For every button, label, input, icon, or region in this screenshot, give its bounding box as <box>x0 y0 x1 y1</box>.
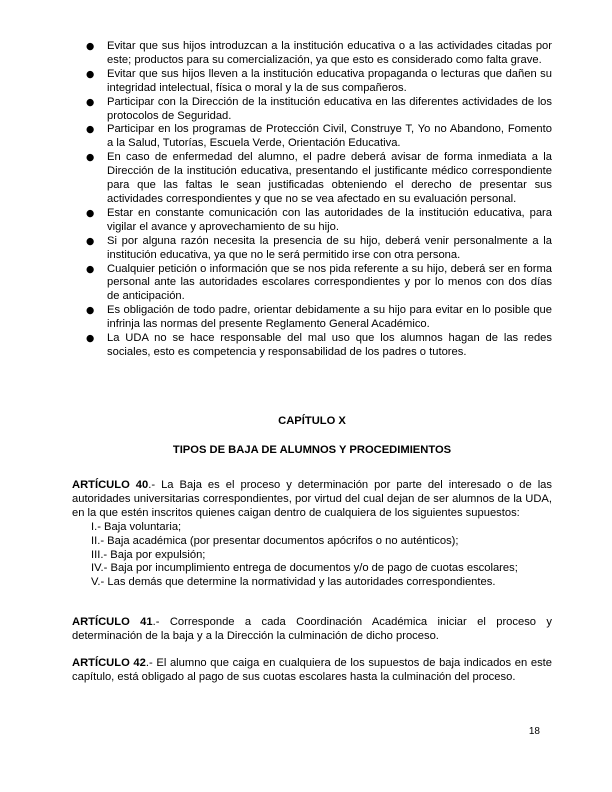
article-paragraph <box>72 479 552 521</box>
baja-types-list <box>72 521 552 591</box>
article-text: .- Corresponde a cada Coordinación Académica iniciar el proceso y determinación de la baja y a la Dirección la culminación de dicho proceso. <box>72 616 552 642</box>
list-item: ● Si por alguna razón necesita la presencia de su hijo, deberá venir personalmente a la institución educativa, ya que no le será permitido irse con otra persona. <box>72 235 552 263</box>
obligations-bullet-list <box>72 40 552 360</box>
list-item: ● En caso de enfermedad del alumno, el padre deberá avisar de forma inmediata a la Dirección de la institución educativa, presentando el justificante médico correspondiente para que las faltas le sean justificadas obteniendo el derecho de presentar sus actividades correspondientes y que no se vea afectado en su evaluación personal. <box>72 151 552 207</box>
list-item: IV.- Baja por incumplimiento entrega de documentos y/o de pago de cuotas escolares; <box>91 562 518 575</box>
list-item: III.- Baja por expulsión; <box>91 548 206 561</box>
list-item: ● Participar en los programas de Protección Civil, Construye T, Yo no Abandono, Fomento a la Salud, Tutorías, Escuela Verde, Orientación Educativa. <box>72 123 552 151</box>
list-item: ● Cualquier petición o información que se nos pida referente a su hijo, deberá ser en forma personal ante las autoridades escolares correspondientes y por lo menos con dos días de anticipación. <box>72 263 552 305</box>
list-item: ● Evitar que sus hijos lleven a la institución educativa propaganda o lecturas que dañen su integridad intelectual, física o moral y la de sus compañeros. <box>72 68 552 96</box>
list-item: ● Evitar que sus hijos introduzcan a la institución educativa o a las actividades citadas por este; productos para su comercialización, ya que esto es considerado como falta grave. <box>72 40 552 68</box>
article-41 <box>72 616 552 644</box>
article-label: ARTÍCULO 41 <box>72 616 153 628</box>
page-number: 18 <box>528 726 540 737</box>
list-item: ● La UDA no se hace responsable del mal uso que los alumnos hagan de las redes sociales, esto es competencia y responsabilidad de los padres o tutores. <box>72 332 552 360</box>
list-item: V.- Las demás que determine la normatividad y las autoridades correspondientes. <box>91 576 496 589</box>
list-item: ● Participar con la Dirección de la institución educativa en las diferentes actividades de los protocolos de Seguridad. <box>72 96 552 124</box>
chapter-title: TIPOS DE BAJA DE ALUMNOS Y PROCEDIMIENTOS <box>172 444 452 456</box>
article-label: ARTÍCULO 42 <box>72 657 146 669</box>
article-text: .- La Baja es el proceso y determinación por parte del interesado o de las autoridades universitarias correspondientes, por virtud del cual dejan de ser alumnos de la UDA, en la que estén inscritos quienes caigan dentro de cualquiera de los siguientes supuestos: <box>72 479 552 519</box>
list-item: I.- Baja voluntaria; <box>91 520 182 533</box>
article-text: .- El alumno que caiga en cualquiera de los supuestos de baja indicados en este capítulo, está obligado al pago de sus cuotas escolares hasta la culminación del proceso. <box>72 657 552 683</box>
list-item: ● Estar en constante comunicación con las autoridades de la institución educativa, para vigilar el avance y aprovechamiento de su hijo. <box>72 207 552 235</box>
article-40 <box>72 479 552 590</box>
list-item: ● Es obligación de todo padre, orientar debidamente a su hijo para evitar en lo posible que infrinja las normas del presente Reglamento General Académico. <box>72 304 552 332</box>
article-label: ARTÍCULO 40 <box>72 479 149 491</box>
list-item: II.- Baja académica (por presentar documentos apócrifos o no auténticos); <box>91 534 459 547</box>
chapter-number: CAPÍTULO X <box>278 415 346 427</box>
article-42 <box>72 657 552 685</box>
